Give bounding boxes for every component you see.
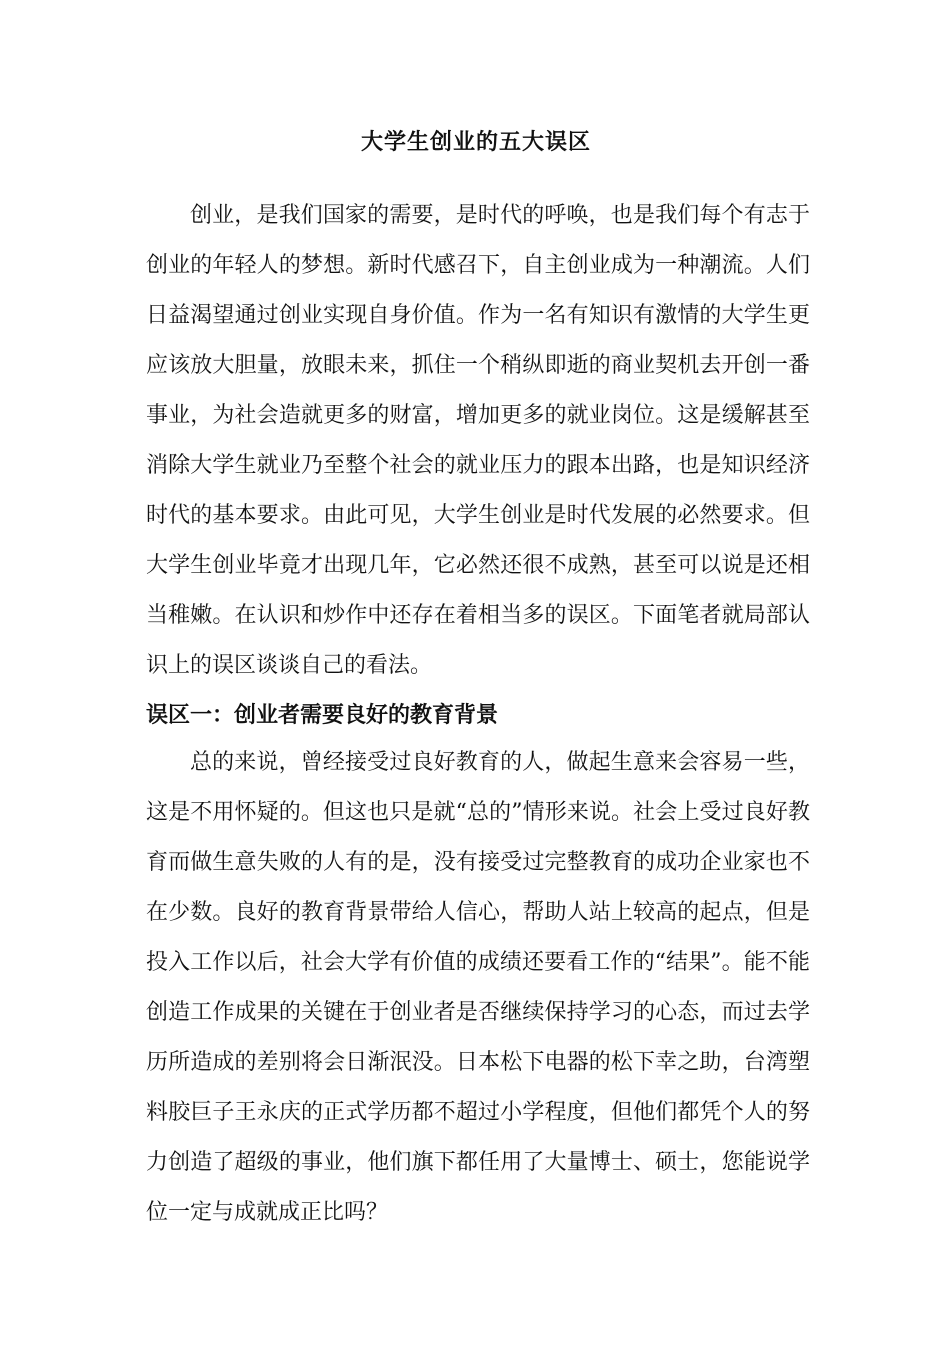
section-1-paragraph: 总的来说，曾经接受过良好教育的人，做起生意来会容易一些，这是不用怀疑的。但这也只是就“总的”情形来说。社会上受过良好教育而做生意失败的人有的是，没有接受过完整教育的成功企业家也不在少数。良好的教育背景带给人信心，帮助人站上较高的起点，但是投入工作以后，社会大学有价值的成绩还要看工作的“结果”。能不能创造工作成果的关键在于创业者是否继续保持学习的心态，而过去学历所造成的差别将会日渐泯没。日本松下电器的松下幸之助，台湾塑料胶巨子王永庆的正式学历都不超过小学程度，但他们都凭个人的努力创造了超级的事业，他们旗下都任用了大量博士、硕士，您能说学位一定与成就成正比吗？ [146, 750, 810, 1225]
section-1-heading: 误区一：创业者需要良好的教育背景 [146, 703, 499, 728]
document-title: 大学生创业的五大误区 [360, 129, 591, 155]
intro-paragraph: 创业，是我们国家的需要，是时代的呼唤，也是我们每个有志于创业的年轻人的梦想。新时代感召下，自主创业成为一种潮流。人们日益渴望通过创业实现自身价值。作为一名有知识有激情的大学生更应该放大胆量，放眼未来，抓住一个稍纵即逝的商业契机去开创一番事业，为社会造就更多的财富，增加更多的就业岗位。这是缓解甚至消除大学生就业乃至整个社会的就业压力的跟本出路，也是知识经济时代的基本要求。由此可见，大学生创业是时代发展的必然要求。但大学生创业毕竟才出现几年，它必然还很不成熟，甚至可以说是还相当稚嫩。在认识和炒作中还存在着相当多的误区。下面笔者就局部认识上的误区谈谈自己的看法。 [146, 203, 810, 678]
